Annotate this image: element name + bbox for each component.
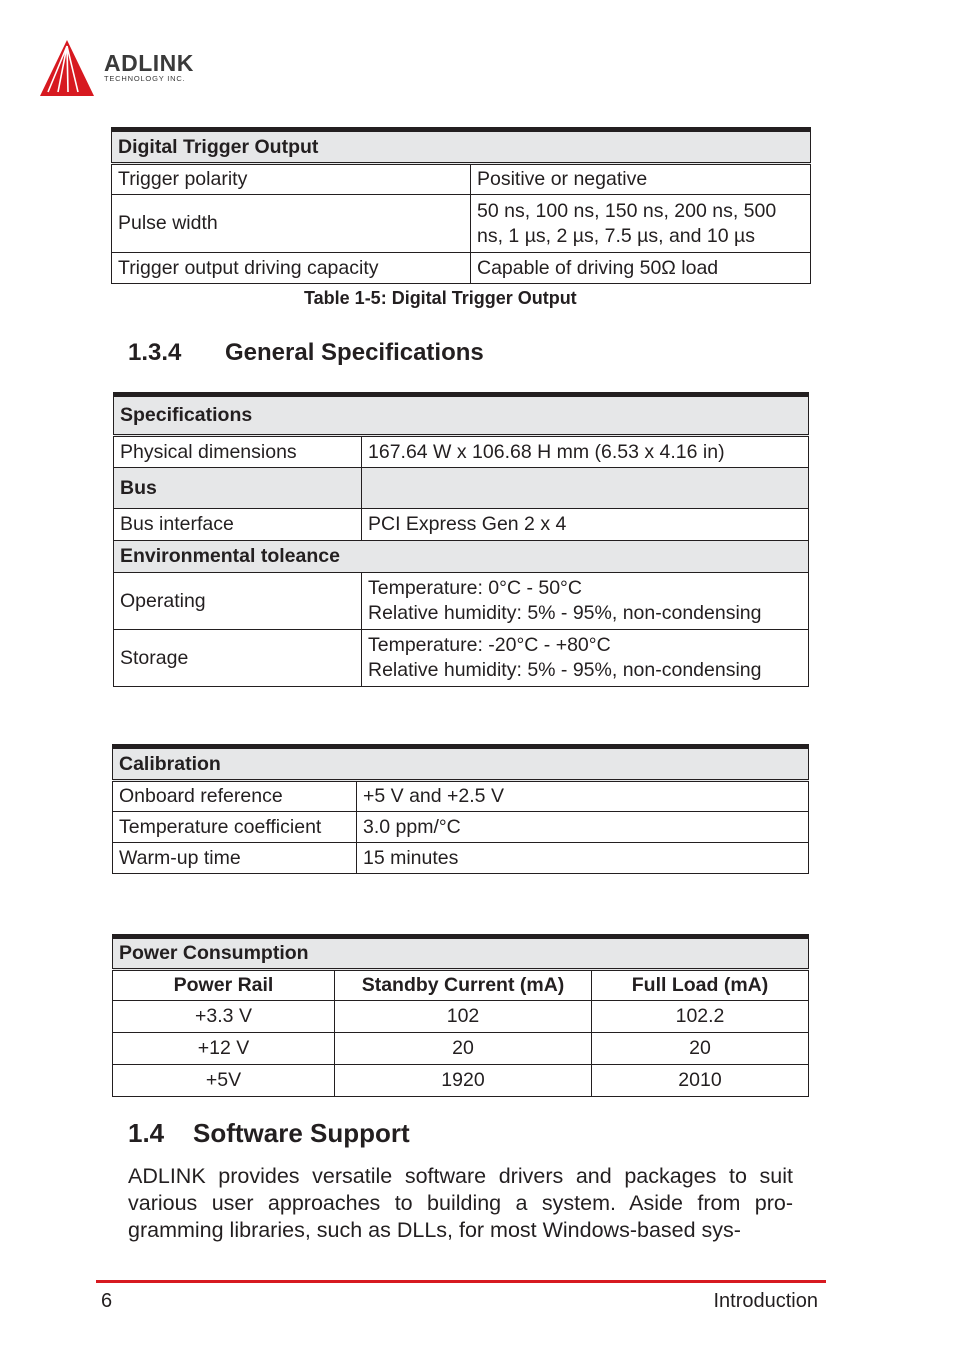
row-label: Trigger polarity [112,164,471,195]
table-row [114,509,809,541]
row-label: Warm-up time [113,843,357,874]
table-title: Calibration [113,747,809,781]
section-heading [128,339,484,367]
group-header: Bus [114,468,362,509]
cell: 102 [335,1001,592,1033]
cell: 102.2 [592,1001,809,1033]
page-number: 6 [101,1290,113,1312]
row-value: 15 minutes [357,843,809,874]
row-value-line: Temperature: -20°C - +80°C [368,634,611,656]
table-group-row [114,468,809,509]
row-value-line: 50 ns, 100 ns, 150 ns, 200 ns, 500 [477,199,777,222]
table-caption: Table 1-5: Digital Trigger Output [304,288,577,308]
table-row [114,573,809,630]
section-heading [128,1118,410,1149]
row-label: Temperature coefficient [113,812,357,843]
table-row [113,781,809,812]
row-label: Physical dimensions [114,436,362,468]
row-value [362,573,809,630]
row-value: PCI Express Gen 2 x 4 [362,509,809,541]
section-number: 1.4 [128,1118,165,1148]
row-label: Operating [114,573,362,630]
row-value: 167.64 W x 106.68 H mm (6.53 x 4.16 in) [362,436,809,468]
table-title: Specifications [114,395,809,436]
row-value: +5 V and +2.5 V [357,781,809,812]
cell: 20 [335,1033,592,1065]
row-value [362,630,809,687]
power-consumption-table [112,934,809,1097]
cell: +5V [113,1065,335,1097]
section-number: 1.3.4 [128,339,182,366]
table-row [113,1001,809,1033]
row-label: Bus interface [114,509,362,541]
logo-brand-sub: TECHNOLOGY INC. [104,74,186,83]
logo-brand: ADLINK [104,50,194,76]
row-value-line: ns, 1 µs, 2 µs, 7.5 µs, and 10 µs [477,224,755,247]
cell: 2010 [592,1065,809,1097]
adlink-logo [40,40,240,100]
specifications-table [113,392,809,687]
cell: +3.3 V [113,1001,335,1033]
table-title: Digital Trigger Output [112,130,811,164]
table-row [113,812,809,843]
row-label: Storage [114,630,362,687]
table-row [113,843,809,874]
calibration-table [112,744,809,874]
column-header: Full Load (mA) [592,970,809,1001]
cell: 20 [592,1033,809,1065]
group-header: Environmental toleance [114,541,809,573]
table-header-row [113,970,809,1001]
footer-rule [96,1280,826,1283]
row-value-line: Relative humidity: 5% - 95%, non-condensing [368,602,762,624]
digital-trigger-table [111,127,811,284]
table-row [113,1065,809,1097]
table-group-row [114,541,809,573]
section-title: General Specifications [225,339,484,366]
row-label: Pulse width [112,195,471,253]
table-row [114,630,809,687]
footer-chapter: Introduction [713,1290,818,1312]
cell: +12 V [113,1033,335,1065]
column-header: Power Rail [113,970,335,1001]
body-paragraph: ADLINK provides versatile software drivers and packages to suit various user approaches to building a system. Aside from pro-gramming libraries, such as DLLs, for most Windows-based sys- [128,1164,793,1242]
table-row [112,164,811,195]
cell: 1920 [335,1065,592,1097]
row-value: Positive or negative [471,164,811,195]
row-label: Trigger output driving capacity [112,253,471,284]
row-value: 3.0 ppm/°C [357,812,809,843]
table-row [113,1033,809,1065]
row-value-line: Temperature: 0°C - 50°C [368,577,582,599]
row-value-line: Relative humidity: 5% - 95%, non-condensing [368,659,762,681]
table-title: Power Consumption [113,937,809,970]
group-header-empty [362,468,809,509]
row-label: Onboard reference [113,781,357,812]
table-row [114,436,809,468]
row-value: Capable of driving 50Ω load [471,253,811,284]
row-value [471,195,811,253]
column-header: Standby Current (mA) [335,970,592,1001]
table-row [112,253,811,284]
adlink-triangle-logo-icon [40,40,100,98]
section-title: Software Support [193,1118,410,1148]
table-row [112,195,811,253]
